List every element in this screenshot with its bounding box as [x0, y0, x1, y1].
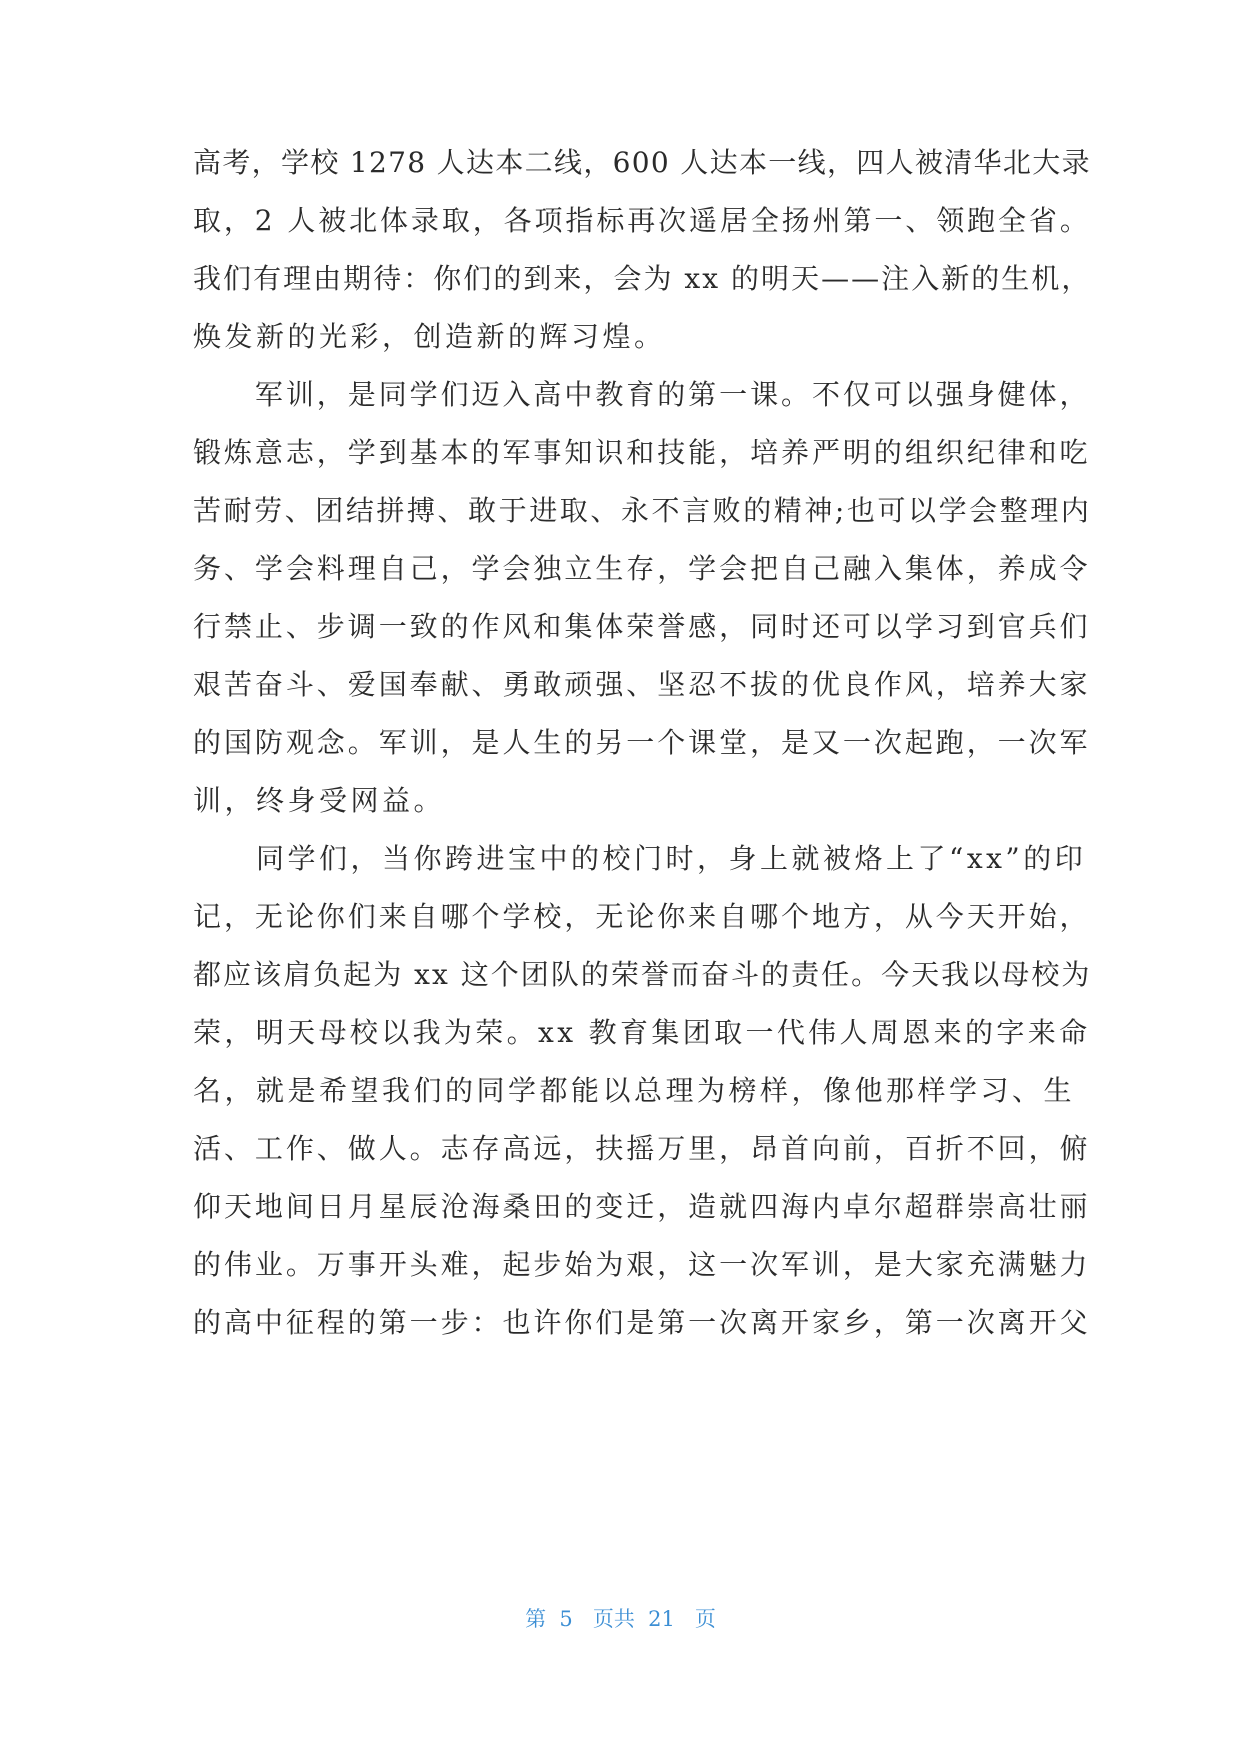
text-line: 行禁止、步调一致的作风和集体荣誉感，同时还可以学习到官兵们 [193, 610, 1091, 643]
text-line: 焕发新的光彩，创造新的辉习煌。 [193, 320, 666, 353]
text-line: 艰苦奋斗、爱国奉献、勇敢顽强、坚忍不拔的优良作风，培养大家 [193, 668, 1091, 701]
text-line: 高考，学校 1278 人达本二线，600 人达本一线，四人被清华北大录 [193, 146, 1091, 179]
text-line: 记，无论你们来自哪个学校，无论你来自哪个地方，从今天开始， [193, 900, 1091, 933]
text-line: 训，终身受网益。 [193, 784, 446, 817]
text-line: 的高中征程的第一步：也许你们是第一次离开家乡，第一次离开父 [193, 1306, 1091, 1339]
text-line: 苦耐劳、团结拼搏、敢于进取、永不言败的精神;也可以学会整理内 [193, 494, 1092, 527]
paragraph-start: 军训，是同学们迈入高中教育的第一课。不仅可以强身健体， [193, 378, 1091, 411]
text-line: 都应该肩负起为 xx 这个团队的荣誉而奋斗的责任。今天我以母校为 [193, 958, 1092, 991]
text-line: 活、工作、做人。志存高远，扶摇万里，昂首向前，百折不回，俯 [193, 1132, 1091, 1165]
paragraph-start: 同学们，当你跨进宝中的校门时，身上就被烙上了“xx”的印 [193, 842, 1087, 875]
text-line: 荣，明天母校以我为荣。xx 教育集团取一代伟人周恩来的字来命 [193, 1016, 1091, 1049]
text-line: 名，就是希望我们的同学都能以总理为榜样，像他那样学习、生 [193, 1074, 1076, 1107]
text-line: 仰天地间日月星辰沧海桑田的变迁，造就四海内卓尔超群崇高壮丽 [193, 1190, 1091, 1223]
text-line: 务、学会料理自己，学会独立生存，学会把自己融入集体，养成令 [193, 552, 1091, 585]
text-line: 我们有理由期待：你们的到来，会为 xx 的明天——注入新的生机， [193, 262, 1092, 295]
text-line: 的伟业。万事开头难，起步始为艰，这一次军训，是大家充满魅力 [193, 1248, 1091, 1281]
text-line: 取，2 人被北体录取，各项指标再次遥居全扬州第一、领跑全省。 [193, 204, 1091, 237]
page-number-footer: 第 5 页共 21 页 [525, 1607, 716, 1631]
text-line: 的国防观念。军训，是人生的另一个课堂，是又一次起跑，一次军 [193, 726, 1091, 759]
text-line: 锻炼意志，学到基本的军事知识和技能，培养严明的组织纪律和吃 [193, 436, 1091, 469]
